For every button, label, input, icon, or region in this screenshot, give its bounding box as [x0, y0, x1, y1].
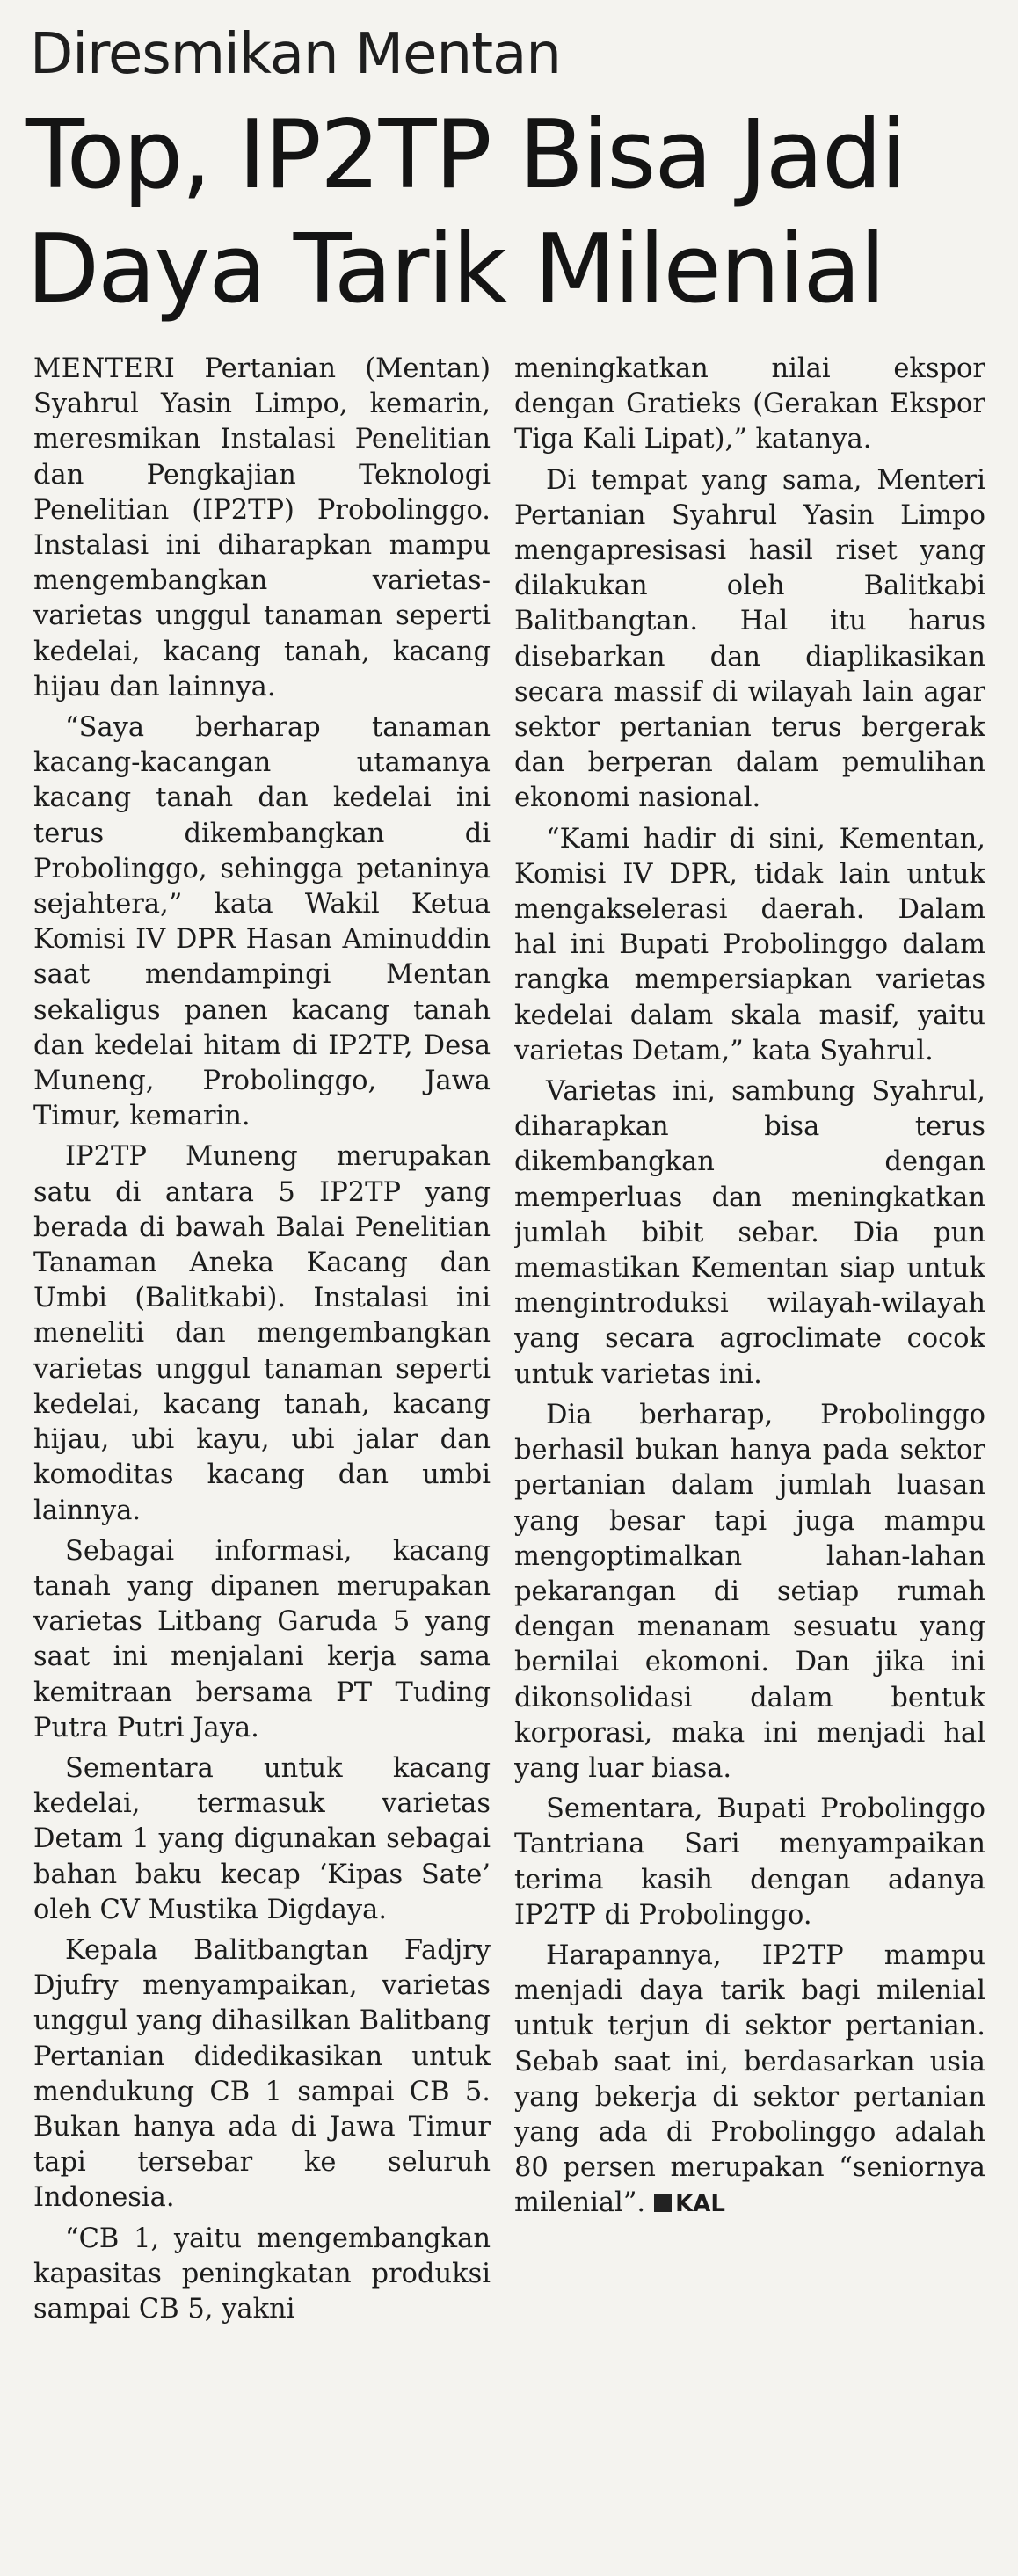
paragraph: IP2TP Muneng merupakan satu di antara 5 IP2TP yang berada di bawah Balai Penelitian Tanaman Aneka Kacang dan Umbi (Balitkabi). Instalasi ini meneliti dan mengembangkan varietas unggul tanaman seperti kedelai, kacang tanah, kacang hijau, ubi kayu, ubi jalar dan komoditas kacang dan umbi lainnya.: [33, 1141, 491, 1526]
paragraph: Sementara untuk kacang kedelai, termasuk varietas Detam 1 yang digunakan sebagai bahan baku kecap ‘Kipas Sate’ oleh CV Mustika Digdaya.: [33, 1752, 491, 1925]
paragraph: Sementara, Bupati Probolinggo Tantriana Sari menyampaikan terima kasih dengan adanya IP2TP di Probolinggo.: [514, 1794, 985, 1931]
paragraph: Dia berharap, Probolinggo berhasil bukan hanya pada sektor pertanian dalam jumlah luasan yang besar tapi juga mampu mengoptimalkan lahan-lahan pekarangan di setiap rumah dengan menanam sesuatu yang bernilai ekomoni. Dan jika ini dikonsolidasi dalam bentuk korporasi, maka ini menjadi hal yang luar biasa.: [514, 1399, 985, 1784]
paragraph-final: Harapannya, IP2TP mampu menjadi daya tarik bagi milenial untuk terjun di sektor pertanian. Sebab saat ini, berdasarkan usia yang bekerja di sektor pertanian yang ada di Probolinggo adalah 80 persen merupakan “seniornya milenial”. KAL: [514, 1939, 985, 2219]
paragraph: Sebagai informasi, kacang tanah yang dipanen merupakan varietas Litbang Garuda 5 yang saat ini menjalani kerja sama kemitraan bersama PT Tuding Putra Putri Jaya.: [33, 1535, 491, 1743]
end-mark-icon: [654, 2194, 672, 2212]
author-signature: KAL: [675, 2191, 725, 2218]
paragraph: Di tempat yang sama, Menteri Pertanian Syahrul Yasin Limpo mengapresisasi hasil riset yang dilakukan oleh Balitkabi Balitbangtan. Hal itu harus disebarkan dan diaplikasikan secara massif di wilayah lain agar sektor pertanian terus bergerak dan berperan dalam pemulihan ekonomi nasional.: [514, 464, 985, 814]
headline-line-1: Top, IP2TP Bisa Jadi: [26, 100, 905, 210]
paragraph: MENTERI Pertanian (Mentan) Syahrul Yasin Limpo, kemarin, meresmikan Instalasi Penelitian dan Pengkajian Teknologi Penelitian (IP2TP) Probolinggo. Instalasi ini diharapkan mampu mengembangkan varietas-varietas unggul tanaman seperti kedelai, kacang tanah, kacang hijau dan lainnya.: [33, 353, 491, 702]
left-column: [33, 352, 491, 2567]
paragraph: Varietas ini, sambung Syahrul, diharapkan bisa terus dikembangkan dengan memperluas dan meningkatkan jumlah bibit sebar. Dia pun memastikan Kementan siap untuk mengintroduksi wilayah-wilayah yang secara agroclimate cocok untuk varietas ini.: [514, 1076, 985, 1390]
paragraph: “CB 1, yaitu mengembangkan kapasitas peningkatan produksi sampai CB 5, yakni: [33, 2223, 491, 2325]
right-column: [514, 352, 985, 2567]
article-kicker: Diresmikan Mentan: [30, 22, 561, 87]
headline-line-2: Daya Tarik Milenial: [26, 215, 884, 324]
paragraph-continued: meningkatkan nilai ekspor dengan Gratieks (Gerakan Ekspor Tiga Kali Lipat),” katanya.: [514, 353, 985, 455]
paragraph: “Kami hadir di sini, Kementan, Komisi IV DPR, tidak lain untuk mengakselerasi daerah. Dalam hal ini Bupati Probolinggo dalam rangka mempersiapkan varietas kedelai dalam skala masif, yaitu varietas Detam,” kata Syahrul.: [514, 823, 985, 1066]
paragraph: “Saya berharap tanaman kacang-kacangan utamanya kacang tanah dan kedelai ini terus dikembangkan di Probolinggo, sehingga petaninya sejahtera,” kata Wakil Ketua Komisi IV DPR Hasan Aminuddin saat mendampingi Mentan sekaligus panen kacang tanah dan kedelai hitam di IP2TP, Desa Muneng, Probolinggo, Jawa Timur, kemarin.: [33, 712, 491, 1132]
article-headline: [26, 98, 993, 327]
paragraph: Kepala Balitbangtan Fadjry Djufry menyampaikan, varietas unggul yang dihasilkan Balitbang Pertanian didedikasikan untuk mendukung CB 1 sampai CB 5. Bukan hanya ada di Jawa Timur tapi tersebar ke seluruh Indonesia.: [33, 1934, 491, 2214]
lead-word: MENTERI: [33, 353, 176, 384]
